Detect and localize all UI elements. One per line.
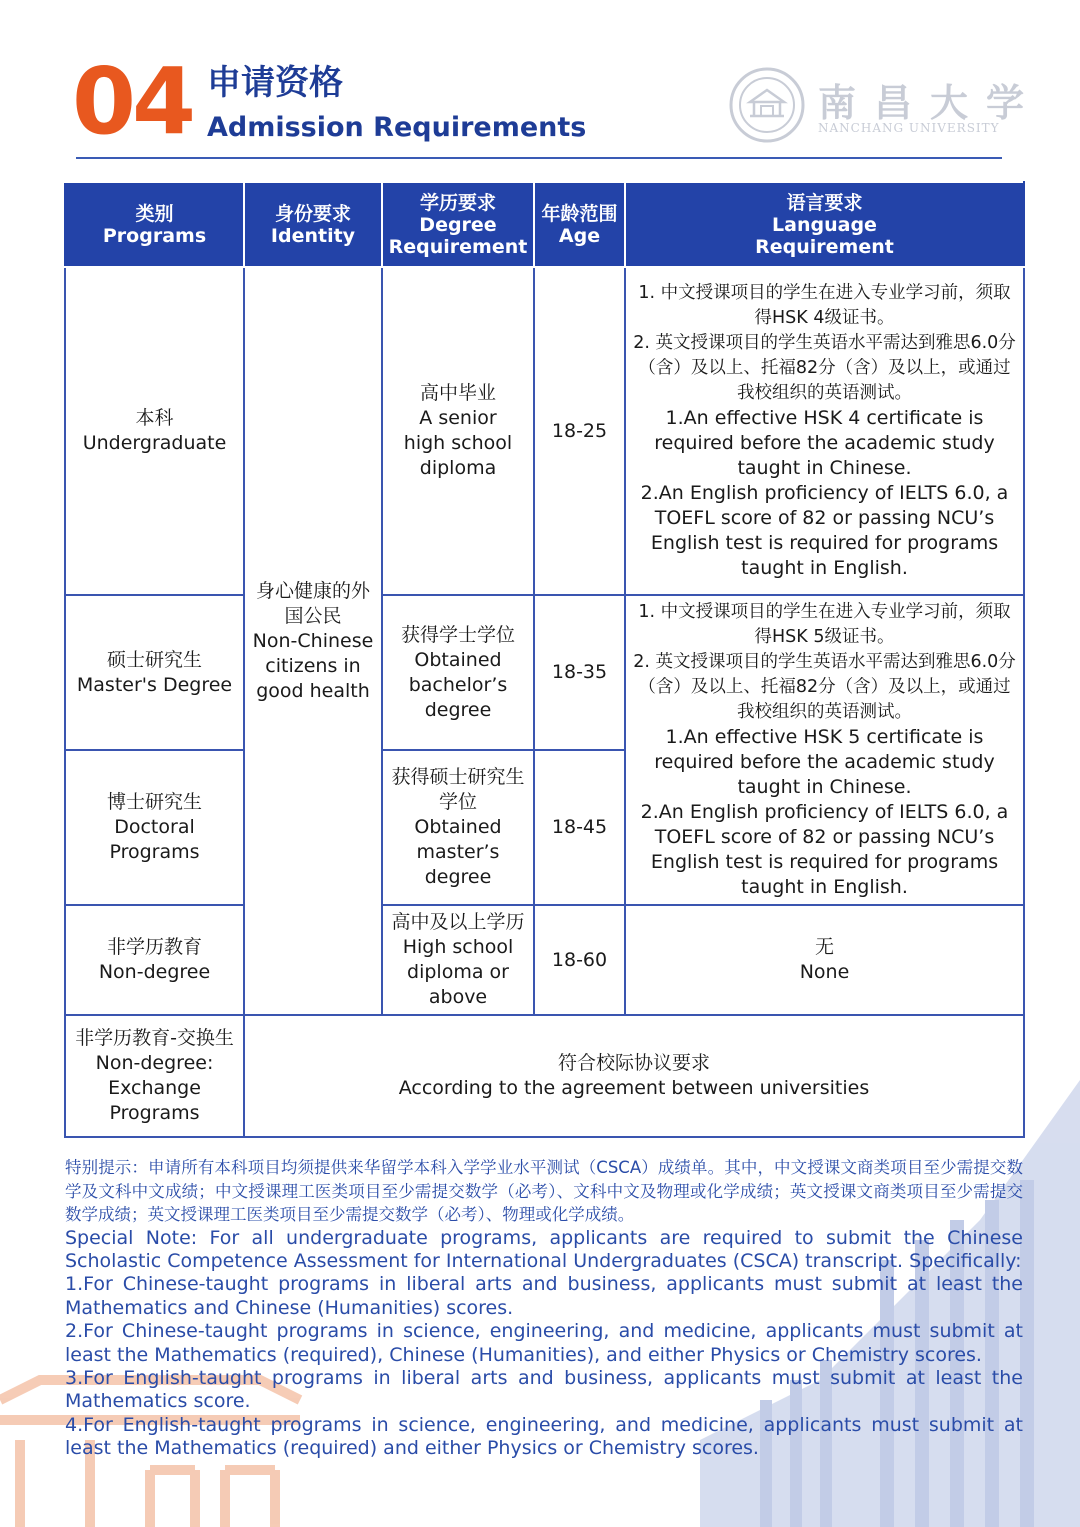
header-programs: 类别 Programs <box>65 182 244 267</box>
section-number: 04 <box>72 48 193 155</box>
degree-non-degree: 高中及以上学历 High school diploma or above <box>382 905 534 1015</box>
degree-doctoral: 获得硕士研究生 学位 Obtained master’s degree <box>382 750 534 905</box>
identity-requirement: 身心健康的外 国公民 Non-Chinese citizens in good health <box>244 267 382 1015</box>
exchange-requirement: 符合校际协议要求 According to the agreement between universities <box>244 1015 1024 1137</box>
age-master: 18-35 <box>534 595 625 750</box>
admission-requirements-table <box>64 181 1025 1138</box>
program-non-degree: 非学历教育 Non-degree <box>65 905 244 1015</box>
special-note <box>65 1156 1023 1461</box>
special-note-item: 3.For English-taught programs in liberal arts and business, applicants must submit at least the Mathematics score. <box>65 1366 1023 1413</box>
age-doctoral: 18-45 <box>534 750 625 905</box>
special-note-cn: 特别提示：申请所有本科项目均须提供来华留学本科入学学业水平测试（CSCA）成绩单。其中，中文授课文商类项目至少需提交数学及文科中文成绩；中文授课理工医类项目至少需提交数学（必考）、文科中文及物理或化学成绩；英文授课文商类项目至少需提交数学成绩；英文授课理工医类项目至少需提交数学（必考）、物理或化学成绩。 <box>65 1158 1023 1224</box>
table-row <box>65 595 1024 750</box>
language-undergraduate: 1. 中文授课项目的学生在进入专业学习前，须取得HSK 4级证书。 2. 英文授课项目的学生英语水平需达到雅思6.0分（含）及以上、托福82分（含）及以上，或通过我校组织的英语测试。 1.An effective HSK 4 certificate is required before the academic study taught in Chinese. 2.An English proficiency of IELTS 6.0, a TOEFL score of 82 or passing NCU’s English test is required for programs taught in English. <box>625 267 1024 595</box>
special-note-en-intro: Special Note: For all undergraduate programs, applicants are required to submit the Chinese Scholastic Competence Assessment for International Undergraduates (CSCA) transcript. Specifically: <box>65 1226 1023 1272</box>
table-row <box>65 267 1024 595</box>
table-row <box>65 905 1024 1015</box>
page-title-en: Admission Requirements <box>207 112 587 143</box>
program-master: 硕士研究生 Master's Degree <box>65 595 244 750</box>
header-divider <box>76 157 1002 159</box>
age-non-degree: 18-60 <box>534 905 625 1015</box>
table-header-row <box>65 182 1024 267</box>
header-identity: 身份要求 Identity <box>244 182 382 267</box>
header-degree: 学历要求 Degree Requirement <box>382 182 534 267</box>
program-doctoral: 博士研究生 Doctoral Programs <box>65 750 244 905</box>
header-language: 语言要求 Language Requirement <box>625 182 1024 267</box>
special-note-item: 1.For Chinese-taught programs in liberal arts and business, applicants must submit at least the Mathematics and Chinese (Humanities) scores. <box>65 1273 1023 1319</box>
university-name-en: NANCHANG UNIVERSITY <box>818 121 1000 135</box>
special-note-item: 2.For Chinese-taught programs in science, engineering, and medicine, applicants must submit at least the Mathematics (required), Chinese (Humanities), and either Physics or Chemistry scores. <box>65 1320 1023 1366</box>
university-emblem-icon <box>728 66 806 144</box>
program-exchange: 非学历教育-交换生 Non-degree: Exchange Programs <box>65 1015 244 1137</box>
university-logo <box>728 66 1043 146</box>
special-note-item: 4.For English-taught programs in science, engineering, and medicine, applicants must submit at least the Mathematics (required) and either Physics or Chemistry scores. <box>65 1413 1023 1460</box>
page-title-cn: 申请资格 <box>207 63 343 103</box>
age-undergraduate: 18-25 <box>534 267 625 595</box>
table-row <box>65 1015 1024 1137</box>
university-name-cn: 南昌大学 <box>818 80 1043 125</box>
language-non-degree: 无 None <box>625 905 1024 1015</box>
degree-undergraduate: 高中毕业 A senior high school diploma <box>382 267 534 595</box>
degree-master: 获得学士学位 Obtained bachelor’s degree <box>382 595 534 750</box>
language-graduate: 1. 中文授课项目的学生在进入专业学习前，须取得HSK 5级证书。 2. 英文授课项目的学生英语水平需达到雅思6.0分（含）及以上、托福82分（含）及以上，或通过我校组织的英语测试。 1.An effective HSK 5 certificate is required before the academic study taught in Chinese. 2.An English proficiency of IELTS 6.0, a TOEFL score of 82 or passing NCU’s English test is required for programs taught in English. <box>625 595 1024 905</box>
header-age: 年龄范围 Age <box>534 182 625 267</box>
program-undergraduate: 本科 Undergraduate <box>65 267 244 595</box>
